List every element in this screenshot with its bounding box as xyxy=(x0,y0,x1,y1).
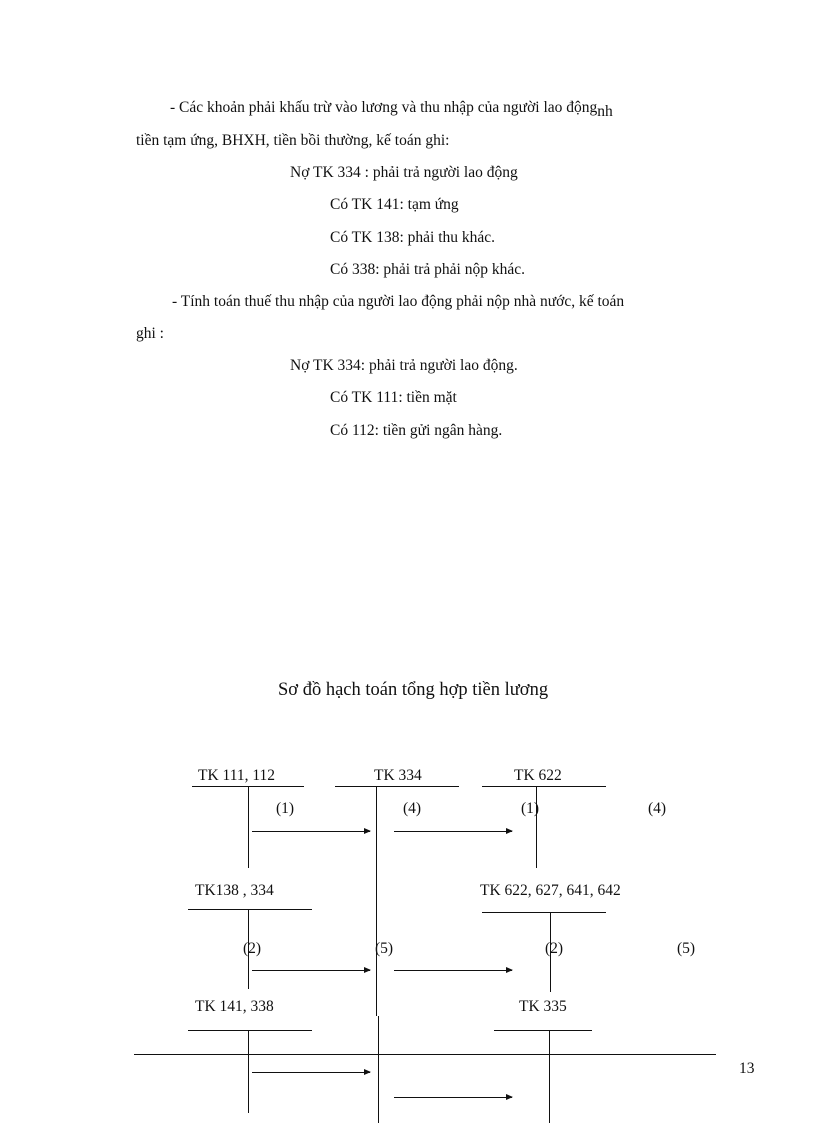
t-account-stem-tk335 xyxy=(549,1030,550,1123)
label-row1-2: (4) xyxy=(403,800,422,817)
entry-2-debit: Nợ TK 334: phải trả người lao động. xyxy=(290,357,518,374)
label-row2-4: (5) xyxy=(677,940,696,957)
t-account-top-tk622-627-641-642 xyxy=(482,912,606,913)
entry-2-credit-2: Có 112: tiền gửi ngân hàng. xyxy=(330,422,503,439)
entry-1-debit: Nợ TK 334 : phải trả người lao động xyxy=(290,164,518,181)
account-tk111-112: TK 111, 112 xyxy=(198,767,276,784)
account-tk622-627-641-642: TK 622, 627, 641, 642 xyxy=(480,882,621,899)
entry-1-credit-1: Có TK 141: tạm ứng xyxy=(330,196,459,213)
t-account-stem-tk334 xyxy=(376,786,377,1016)
label-row1-1: (1) xyxy=(276,800,295,817)
account-tk141-338: TK 141, 338 xyxy=(195,998,274,1015)
account-tk334: TK 334 xyxy=(374,767,422,784)
label-row1-3: (1) xyxy=(521,800,540,817)
entry-1-credit-2: Có TK 138: phải thu khác. xyxy=(330,229,496,246)
t-account-stem-tk111-112 xyxy=(248,786,249,868)
t-account-top-tk138-334 xyxy=(188,909,312,910)
account-tk138-334: TK138 , 334 xyxy=(195,882,274,899)
paragraph-2-line-1: - Tính toán thuế thu nhập của người lao động phải nộp nhà nước, kế toán xyxy=(172,293,625,310)
t-account-top-tk335 xyxy=(494,1030,592,1031)
arrow-row3-left xyxy=(252,1072,370,1073)
entry-1-credit-3: Có 338: phải trả phải nộp khác. xyxy=(330,261,525,278)
entry-2-credit-1: Có TK 111: tiền mặt xyxy=(330,389,457,406)
arrow-row1-left xyxy=(252,831,370,832)
t-account-top-tk622 xyxy=(482,786,606,787)
account-tk335: TK 335 xyxy=(519,998,567,1015)
label-row2-2: (5) xyxy=(375,940,394,957)
arrow-row3-right xyxy=(394,1097,512,1098)
t-account-top-tk334 xyxy=(335,786,459,787)
arrow-row1-right xyxy=(394,831,512,832)
label-row2-1: (2) xyxy=(243,940,262,957)
t-account-top-tk141-338 xyxy=(188,1030,312,1031)
arrow-row2-left xyxy=(252,970,370,971)
diagram-title: Sơ đồ hạch toán tổng hợp tiền lương xyxy=(278,680,549,700)
t-account-stem-tk622 xyxy=(536,786,537,868)
t-account-stem-tk334-lower xyxy=(378,1016,379,1123)
label-row2-3: (2) xyxy=(545,940,564,957)
page-number: 13 xyxy=(739,1060,755,1077)
arrow-row2-right xyxy=(394,970,512,971)
paragraph-2-line-2: ghi : xyxy=(136,325,164,342)
t-account-stem-tk141-338 xyxy=(248,1030,249,1113)
paragraph-1-line-2: tiền tạm ứng, BHXH, tiền bồi thường, kế toán ghi: xyxy=(136,132,450,149)
account-tk622: TK 622 xyxy=(514,767,562,784)
label-row1-4: (4) xyxy=(648,800,667,817)
paragraph-1-line-1: - Các khoản phải khấu trừ vào lương và thu nhập của người lao độngnh xyxy=(170,99,613,120)
footer-rule xyxy=(134,1054,716,1055)
